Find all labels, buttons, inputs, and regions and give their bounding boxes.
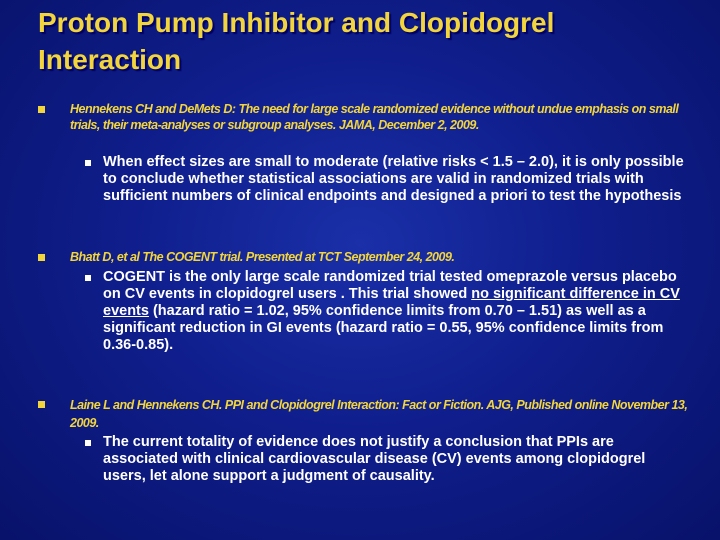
point-text: When effect sizes are small to moderate (relative risks < 1.5 – 2.0), it is only possible to conclude whether statistical associations are valid in randomized trials with sufficient numbers of clinical endpoints and designed a priori to test the hypothesis bbox=[103, 154, 684, 204]
point-totality-of-evidence bbox=[85, 434, 685, 485]
reference-text: Bhatt D, et al The COGENT trial. Presented at TCT September 24, 2009. bbox=[70, 250, 455, 264]
point-text bbox=[103, 269, 685, 354]
reference-hennekens-demets bbox=[38, 101, 698, 133]
reference-laine-hennekens bbox=[38, 396, 698, 432]
square-bullet-icon bbox=[85, 160, 91, 166]
reference-bhatt-cogent bbox=[38, 249, 698, 265]
reference-text: Laine L and Hennekens CH. PPI and Clopidogrel Interaction: Fact or Fiction. AJG, Published online November 13, 2009. bbox=[70, 398, 688, 430]
point-text-underlined: no significant difference in CV events bbox=[103, 286, 680, 319]
point-text-after: (hazard ratio = 1.02, 95% confidence limits from 0.70 – 1.51) as well as a significant reduction in GI events (hazard ratio = 0.55, 95% confidence limits from 0.36-0.85). bbox=[103, 303, 664, 353]
point-cogent-trial bbox=[85, 269, 685, 354]
square-bullet-icon bbox=[85, 440, 91, 446]
point-effect-sizes bbox=[85, 154, 685, 205]
square-bullet-icon bbox=[38, 254, 45, 261]
point-text: The current totality of evidence does not justify a conclusion that PPIs are associated with clinical cardiovascular disease (CV) events among clopidogrel users, let alone support a judgment of causality. bbox=[103, 434, 646, 484]
slide-title-line-2: Interaction bbox=[38, 44, 182, 75]
slide-title-line-1: Proton Pump Inhibitor and Clopidogrel bbox=[38, 7, 555, 38]
slide-title bbox=[38, 4, 698, 78]
square-bullet-icon bbox=[38, 106, 45, 113]
square-bullet-icon bbox=[38, 401, 45, 408]
point-text-before: COGENT is the only large scale randomized trial tested omeprazole versus placebo on CV events in clopidogrel users . This trial showed bbox=[103, 269, 677, 302]
square-bullet-icon bbox=[85, 275, 91, 281]
reference-text: Hennekens CH and DeMets D: The need for large scale randomized evidence without undue emphasis on small trials, their meta-analyses or subgroup analyses. JAMA, December 2, 2009. bbox=[70, 102, 679, 132]
